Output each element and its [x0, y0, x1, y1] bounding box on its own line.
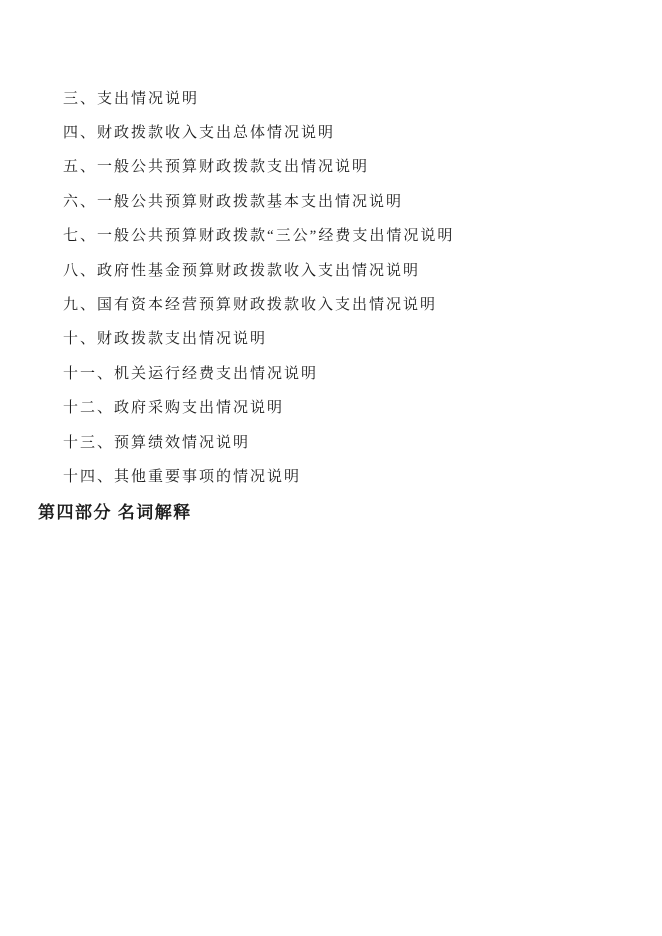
toc-item: 五、一般公共预算财政拨款支出情况说明: [63, 159, 370, 176]
toc-item: 十二、政府采购支出情况说明: [63, 400, 285, 417]
toc-item: 四、财政拨款收入支出总体情况说明: [63, 125, 336, 142]
toc-item: 六、一般公共预算财政拨款基本支出情况说明: [63, 193, 404, 210]
toc-item: 十三、预算绩效情况说明: [63, 434, 251, 451]
toc-item: 九、国有资本经营预算财政拨款收入支出情况说明: [63, 297, 438, 314]
toc-item: 十四、其他重要事项的情况说明: [63, 468, 302, 485]
toc-item: 七、一般公共预算财政拨款“三公”经费支出情况说明: [63, 228, 455, 245]
toc-item: 三、支出情况说明: [63, 90, 200, 107]
toc-item: 十一、机关运行经费支出情况说明: [63, 365, 319, 382]
toc-item: 八、政府性基金预算财政拨款收入支出情况说明: [63, 262, 421, 279]
section-heading: 第四部分 名词解释: [38, 503, 192, 523]
toc-item: 十、财政拨款支出情况说明: [63, 331, 268, 348]
